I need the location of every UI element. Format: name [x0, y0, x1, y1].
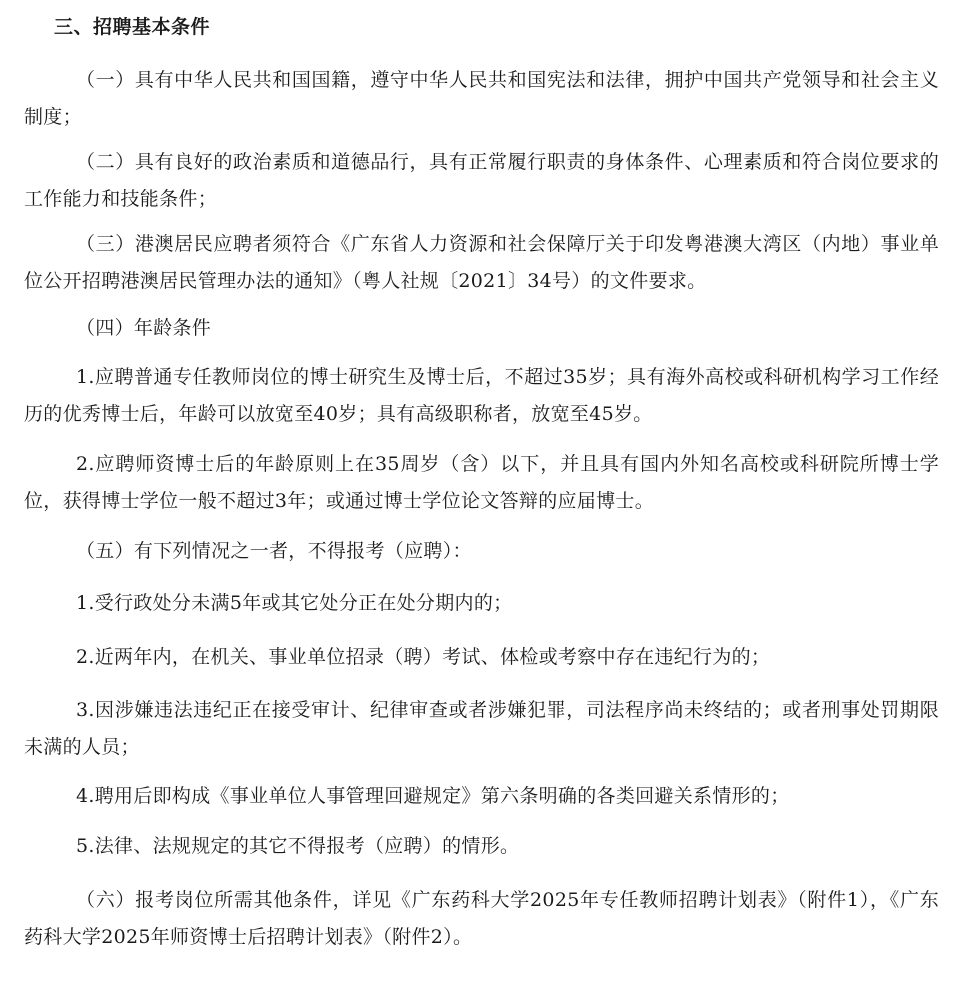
paragraph-age-conditions: （四）年龄条件 — [76, 317, 212, 339]
paragraph-exclusion-item-3: 3.因涉嫌违法违纪正在接受审计、纪律审查或者涉嫌犯罪，司法程序尚未终结的；或者刑事处罚期限未满的人员； — [24, 699, 939, 758]
paragraph-exclusion-item-4: 4.聘用后即构成《事业单位人事管理回避规定》第六条明确的各类回避关系情形的； — [76, 785, 790, 807]
paragraph-hk-macao-residents: （三）港澳居民应聘者须符合《广东省人力资源和社会保障厅关于印发粤港澳大湾区（内地）事业单位公开招聘港澳居民管理办法的通知》（粤人社规〔2021〕34号）的文件要求。 — [24, 233, 939, 292]
paragraph-political-quality: （二）具有良好的政治素质和道德品行，具有正常履行职责的身体条件、心理素质和符合岗位要求的工作能力和技能条件； — [24, 151, 939, 210]
section-heading: 三、招聘基本条件 — [54, 16, 211, 38]
paragraph-exclusions: （五）有下列情况之一者，不得报考（应聘）： — [76, 540, 472, 562]
paragraph-age-item-2: 2.应聘师资博士后的年龄原则上在35周岁（含）以下，并且具有国内外知名高校或科研院所博士学位，获得博士学位一般不超过3年；或通过博士学位论文答辩的应届博士。 — [24, 453, 939, 512]
paragraph-exclusion-item-5: 5.法律、法规规定的其它不得报考（应聘）的情形。 — [76, 835, 520, 857]
paragraph-exclusion-item-2: 2.近两年内，在机关、事业单位招录（聘）考试、体检或考察中存在违纪行为的； — [76, 646, 771, 668]
paragraph-age-item-1: 1.应聘普通专任教师岗位的博士研究生及博士后，不超过35岁；具有海外高校或科研机构学习工作经历的优秀博士后，年龄可以放宽至40岁；具有高级职称者，放宽至45岁。 — [24, 366, 939, 425]
paragraph-nationality: （一）具有中华人民共和国国籍，遵守中华人民共和国宪法和法律，拥护中国共产党领导和社会主义制度； — [24, 69, 939, 128]
paragraph-other-conditions: （六）报考岗位所需其他条件，详见《广东药科大学2025年专任教师招聘计划表》（附件1），《广东药科大学2025年师资博士后招聘计划表》（附件2）。 — [24, 889, 939, 948]
paragraph-exclusion-item-1: 1.受行政处分未满5年或其它处分正在处分期内的； — [76, 592, 513, 614]
